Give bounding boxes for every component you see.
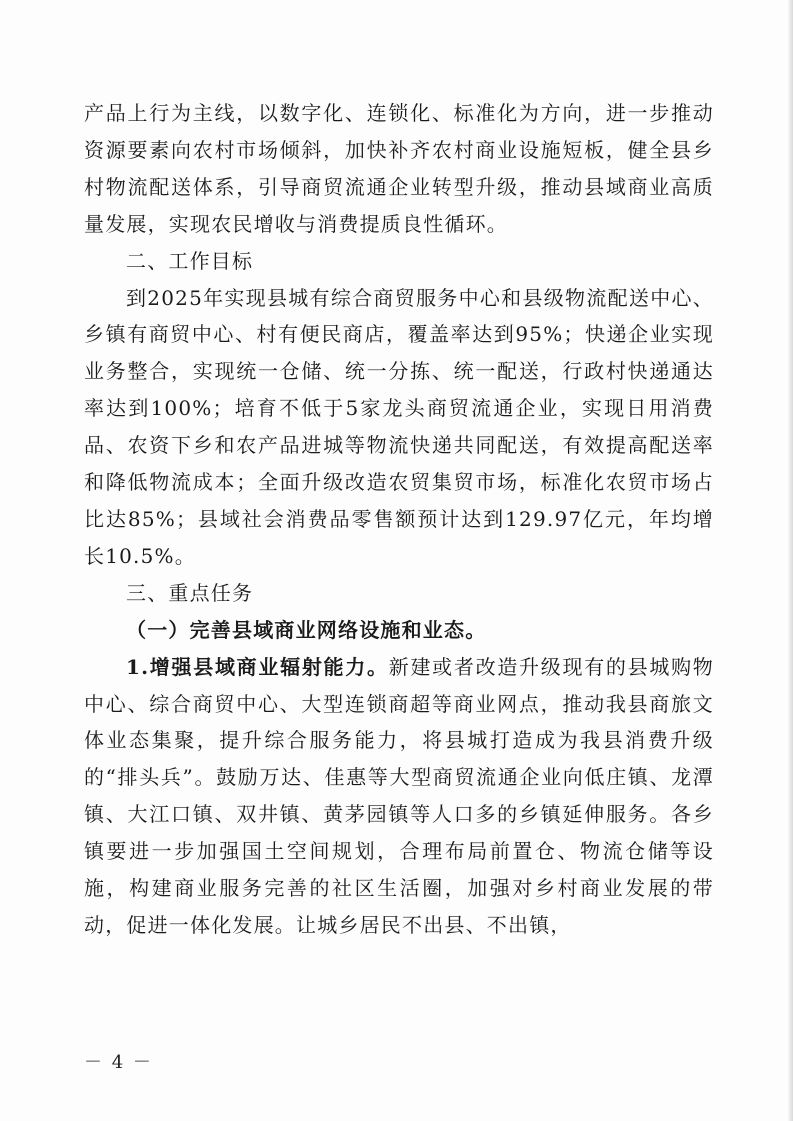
subsection-heading-commercial-network: （一）完善县域商业网络设施和业态。 [126, 617, 487, 642]
page-edge-shadow [787, 0, 793, 1121]
item-one-title: 1.增强县域商业辐射能力。 [126, 654, 389, 679]
page-number: － 4 － [84, 1052, 153, 1073]
item-one-body: 新建或者改造升级现有的县城购物中心、综合商贸中心、大型连锁商超等商业网点，推动我县商旅文体业态集聚，提升综合服务能力，将县城打造成为我县消费升级的“排头兵”。鼓励万达、佳惠等大型商贸流通企业向低庄镇、龙潭镇、大江口镇、双井镇、黄茅园镇等人口多的乡镇延伸服务。各乡镇要进一步加强国土空间规划，合理布局前置仓、物流仓储等设施，构建商业服务完善的社区生活圈，加强对乡村商业发展的带动，促进一体化发展。让城乡居民不出县、不出镇， [84, 654, 714, 937]
section-heading-work-goals: 二、工作目标 [126, 248, 254, 273]
section-heading-key-tasks: 三、重点任务 [126, 580, 254, 605]
document-body [84, 95, 714, 944]
item-one-paragraph [84, 649, 714, 944]
work-goals-paragraph: 到2025年实现县城有综合商贸服务中心和县级物流配送中心、乡镇有商贸中心、村有便民商店，覆盖率达到95%；快递企业实现业务整合，实现统一仓储、统一分拣、统一配送，行政村快递通达率达到100%；培育不低于5家龙头商贸流通企业，实现日用消费品、农资下乡和农产品进城等物流快递共同配送，有效提高配送率和降低物流成本；全面升级改造农贸集贸市场，标准化农贸市场占比达85%；县域社会消费品零售额预计达到129.97亿元，年均增长10.5%。 [84, 285, 714, 568]
intro-paragraph: 产品上行为主线，以数字化、连锁化、标准化为方向，进一步推动资源要素向农村市场倾斜，加快补齐农村商业设施短板，健全县乡村物流配送体系，引导商贸流通企业转型升级，推动县域商业高质量发展，实现农民增收与消费提质良性循环。 [84, 101, 714, 236]
